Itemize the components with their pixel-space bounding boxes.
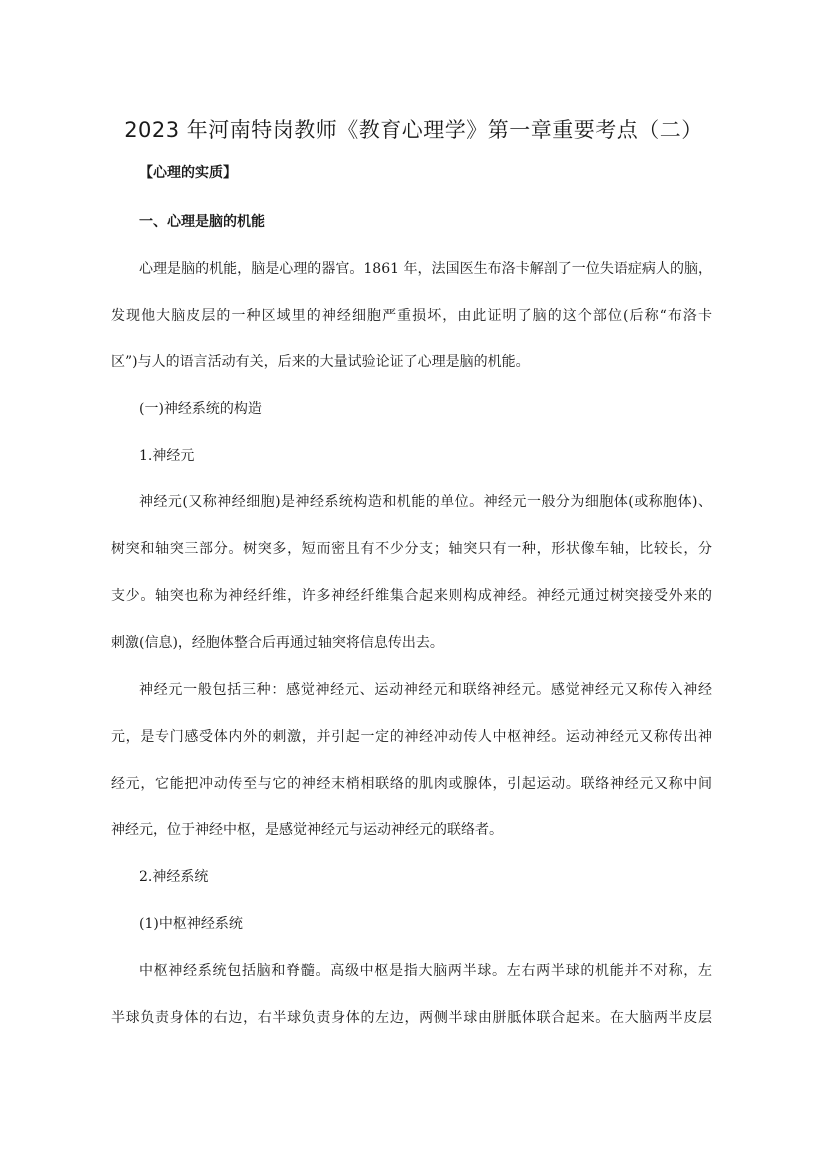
paragraph-line: 刺激(信息)，经胞体整合后再通过轴突将信息传出去。 <box>111 635 444 651</box>
subheading-neuron: 1.神经元 <box>139 448 195 464</box>
paragraph-line: 中枢神经系统包括脑和脊髓。高级中枢是指大脑两半球。左右两半球的机能并不对称，左 <box>139 963 712 979</box>
paragraph-line: 神经元(又称神经细胞)是神经系统构造和机能的单位。神经元一般分为细胞体(或称胞体)、 <box>139 494 712 510</box>
section-label: 【心理的实质】 <box>139 165 237 181</box>
paragraph-line: 半球负责身体的右边，右半球负责身体的左边，两侧半球由胼胝体联合起来。在大脑两半皮层 <box>111 1010 712 1026</box>
paragraph-line: 经元，它能把冲动传至与它的神经末梢相联络的肌肉或腺体，引起运动。联络神经元又称中间 <box>111 776 712 792</box>
paragraph-line: 心理是脑的机能，脑是心理的器官。1861 年，法国医生布洛卡解剖了一位失语症病人的脑， <box>139 261 712 277</box>
paragraph-line: 神经元一般包括三种：感觉神经元、运动神经元和联络神经元。感觉神经元又称传入神经 <box>139 682 712 698</box>
paragraph-line: 元，是专门感受体内外的刺激，并引起一定的神经冲动传人中枢神经。运动神经元又称传出神 <box>111 729 712 745</box>
subheading-central-nervous-system: (1)中枢神经系统 <box>139 916 243 932</box>
paragraph-line: 区”)与人的语言活动有关，后来的大量试验论证了心理是脑的机能。 <box>111 354 530 370</box>
subheading-nervous-system-structure: (一)神经系统的构造 <box>139 401 262 417</box>
paragraph-line: 支少。轴突也称为神经纤维，许多神经纤维集合起来则构成神经。神经元通过树突接受外来的 <box>111 588 712 604</box>
paragraph-line: 树突和轴突三部分。树突多，短而密且有不少分支；轴突只有一种，形状像车轴，比较长，分 <box>111 541 712 557</box>
heading-brain-function: 一、心理是脑的机能 <box>139 214 265 230</box>
subheading-nervous-system: 2.神经系统 <box>139 869 209 885</box>
paragraph-line: 发现他大脑皮层的一种区域里的神经细胞严重损坏，由此证明了脑的这个部位(后称“布洛卡 <box>111 308 712 324</box>
page-title: 2023 年河南特岗教师《教育心理学》第一章重要考点（二） <box>124 118 703 142</box>
paragraph-line: 神经元，位于神经中枢，是感觉神经元与运动神经元的联络者。 <box>111 822 503 838</box>
